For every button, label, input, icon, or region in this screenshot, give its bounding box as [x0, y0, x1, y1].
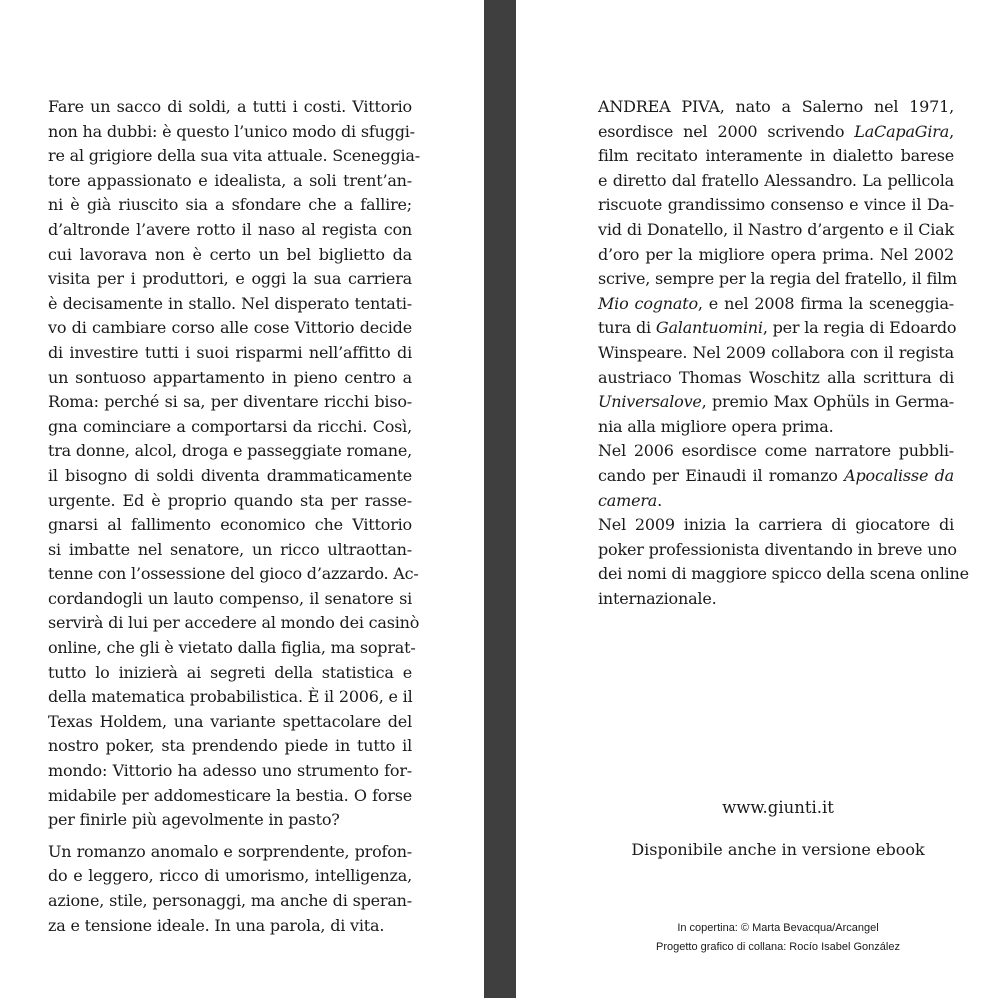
bio-line: vid di Donatello, il Nastro d’argento e il Ciak: [598, 219, 954, 239]
cover-credit: In copertina: © Marta Bevacqua/Arcangel: [677, 922, 879, 934]
blurb-line: vo di cambiare corso alle cose Vittorio decide: [48, 318, 412, 338]
blurb-text: [48, 95, 420, 938]
blurb-line: servirà di lui per accedere al mondo dei casinò: [48, 613, 420, 633]
bio-line: Nel 2006 esordisce come narratore pubbli-: [598, 441, 954, 461]
blurb-line: tra donne, alcol, droga e passeggiate romane,: [48, 441, 412, 461]
blurb-line: un sontuoso appartamento in pieno centro a: [48, 367, 412, 387]
page-gutter: [484, 0, 516, 998]
blurb-line: midabile per addomesticare la bestia. O forse: [48, 785, 412, 805]
blurb-line: tutto lo inizierà ai segreti della statistica e: [48, 662, 412, 682]
bio-line: riscuote grandissimo consenso e vince il Da-: [598, 195, 954, 215]
author-bio: [598, 95, 969, 611]
blurb-line: nostro poker, sta prendendo piede in tutto il: [48, 736, 412, 756]
bio-line: dei nomi di maggiore spicco della scena online: [598, 564, 969, 584]
blurb-line: Un romanzo anomalo e sorprendente, profon-: [48, 841, 412, 861]
bio-line: scrive, sempre per la regia del fratello, il film: [598, 269, 958, 289]
bio-line: poker professionista diventando in breve uno: [598, 539, 957, 559]
blurb-line: si imbatte nel senatore, un ricco ultraottan-: [48, 539, 412, 559]
blurb-line: di investire tutti i suoi risparmi nell’affitto di: [48, 342, 412, 362]
blurb-line: urgente. Ed è proprio quando sta per rasse-: [48, 490, 412, 510]
blurb-line: online, che gli è vietato dalla figlia, ma soprat-: [48, 638, 416, 658]
blurb-line: è decisamente in stallo. Nel disperato tentati-: [48, 293, 412, 313]
blurb-line: il bisogno di soldi diventa drammaticamente: [48, 465, 412, 485]
bio-line: e diretto dal fratello Alessandro. La pellicola: [598, 170, 954, 190]
bio-line: Mio cognato, e nel 2008 firma la sceneggia-: [598, 293, 955, 313]
blurb-line: Roma: perché si sa, per diventare ricchi biso-: [48, 392, 412, 412]
blurb-line: cordandogli un lauto compenso, il senatore si: [48, 588, 412, 608]
bio-line: nia alla migliore opera prima.: [598, 416, 834, 436]
bio-line: esordisce nel 2000 scrivendo LaCapaGira,: [598, 121, 954, 141]
blurb-line: gna cominciare a comportarsi da ricchi. Così,: [48, 416, 412, 436]
blurb-line: gnarsi al fallimento economico che Vittorio: [48, 515, 412, 535]
bio-line: d’oro per la migliore opera prima. Nel 2002: [598, 244, 954, 264]
bio-line: Nel 2009 inizia la carriera di giocatore di: [598, 515, 954, 535]
blurb-line: do e leggero, ricco di umorismo, intelligenza,: [48, 866, 412, 886]
blurb-line: cui lavorava non è certo un bel biglietto da: [48, 244, 412, 264]
bio-line: internazionale.: [598, 588, 717, 608]
blurb-line: non ha dubbi: è questo l’unico modo di sfuggi-: [48, 121, 415, 141]
bio-line: Universalove, premio Max Ophüls in Germa-: [598, 392, 954, 412]
blurb-line: azione, stile, personaggi, ma anche di speran-: [48, 891, 412, 910]
ebook-availability-note: Disponibile anche in versione ebook: [631, 840, 925, 859]
bio-line: tura di Galantuomini, per la regia di Edoardo: [598, 318, 957, 338]
paragraph-gap: [48, 833, 412, 840]
blurb-line: za e tensione ideale. In una parola, di vita.: [48, 915, 385, 935]
bio-line: camera.: [598, 490, 663, 510]
bio-line: film recitato interamente in dialetto barese: [598, 146, 954, 166]
blurb-line: d’altronde l’avere rotto il naso al regista con: [48, 219, 412, 239]
blurb-line: per finirle più agevolmente in pasto?: [48, 810, 340, 830]
bio-line: cando per Einaudi il romanzo Apocalisse da: [598, 465, 954, 485]
blurb-line: ni è già riuscito sia a sfondare che a fallire;: [48, 195, 412, 215]
blurb-line: visita per i produttori, e oggi la sua carriera: [48, 269, 412, 289]
bio-line: ANDREA PIVA, nato a Salerno nel 1971,: [598, 97, 954, 116]
blurb-line: della matematica probabilistica. È il 2006, e il: [48, 687, 413, 707]
blurb-line: Texas Holdem, una variante spettacolare del: [48, 711, 412, 731]
blurb-line: re al grigiore della sua vita attuale. Sceneggia-: [48, 146, 420, 166]
bio-line: Winspeare. Nel 2009 collabora con il regista: [598, 342, 954, 362]
bio-line: austriaco Thomas Woschitz alla scrittura di: [598, 367, 954, 387]
blurb-line: Fare un sacco di soldi, a tutti i costi. Vittorio: [48, 97, 412, 116]
publisher-website: www.giunti.it: [722, 798, 834, 817]
blurb-line: tore appassionato e idealista, a soli trent’an-: [48, 170, 412, 190]
blurb-line: mondo: Vittorio ha adesso uno strumento for-: [48, 761, 412, 781]
design-credit: Progetto grafico di collana: Rocío Isabel González: [656, 941, 900, 953]
blurb-line: tenne con l’ossessione del gioco d’azzardo. Ac-: [48, 564, 419, 584]
